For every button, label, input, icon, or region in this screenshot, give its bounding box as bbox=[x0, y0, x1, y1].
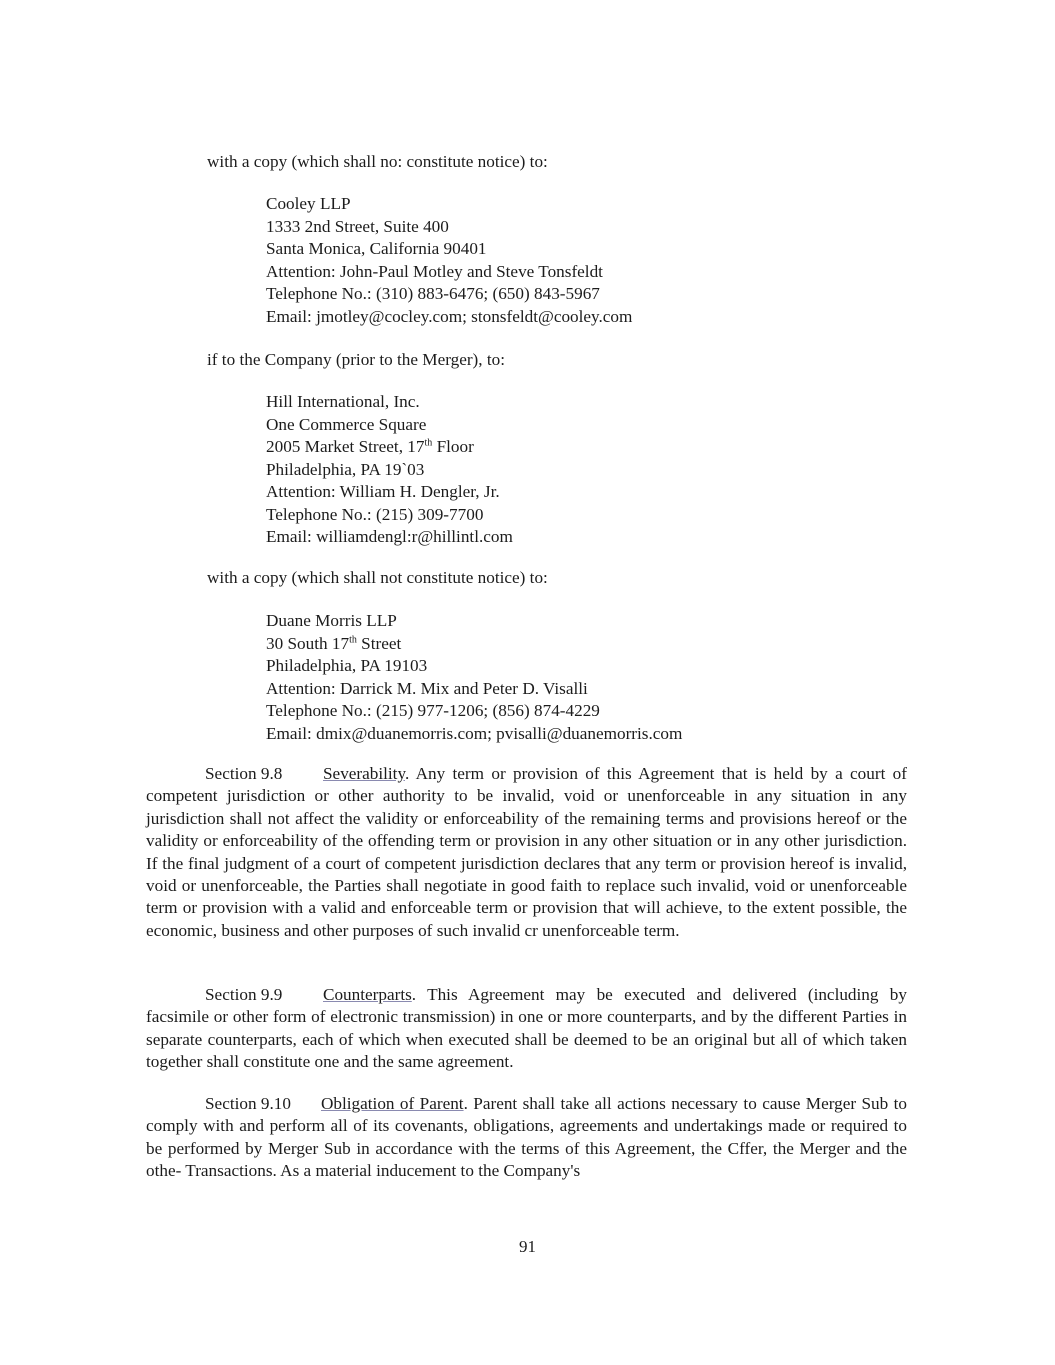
section-title: Severability bbox=[323, 764, 405, 783]
section-number: Section 9.8 bbox=[205, 764, 283, 783]
section-number: Section 9.9 bbox=[205, 985, 283, 1004]
page-number: 91 bbox=[519, 1237, 536, 1256]
address-attention: Attention: William H. Dengler, Jr. bbox=[266, 482, 500, 501]
section-number: Section 9.10 bbox=[205, 1094, 291, 1113]
section-body: . Any term or provision of this Agreement that is held by a court of competent jurisdiction or other authority to be invalid, void or unenforceable in any situation in any jurisdiction shall not affect the validity or enforceability of the remaining terms and provisions hereof or the validity or enforceability of the offending term or provision in any other situation or in any other jurisdiction. If the final judgment of a court of competent jurisdiction declares that any term or provision hereof is invalid, void or unenforceable, the Parties shall negotiate in good faith to replace such invalid, void or unenforceable term or provision with a valid and enforceable term or provision that will achieve, to the extent possible, the economic, business and other purposes of such invalid cr unenforceable term. bbox=[146, 764, 907, 940]
address-block-hill bbox=[266, 391, 513, 549]
section-title: Obligation of Parent bbox=[321, 1094, 464, 1113]
address-building: One Commerce Square bbox=[266, 414, 427, 434]
notice-company-intro: if to the Company (prior to the Merger), to: bbox=[207, 350, 506, 369]
address-city: Santa Monica, California 90401 bbox=[266, 239, 487, 258]
address-street: 30 South 17th Street bbox=[266, 633, 402, 653]
address-email: Email: dmix@duanemorris.com; pvisalli@duanemorris.com bbox=[266, 723, 683, 743]
section-9-8-severability bbox=[146, 763, 907, 942]
notice-copy-intro-2: with a copy (which shall not constitute notice) to: bbox=[207, 568, 548, 587]
address-city: Philadelphia, PA 19103 bbox=[266, 656, 428, 675]
section-title: Counterparts bbox=[323, 985, 412, 1004]
address-block-cooley bbox=[266, 193, 632, 328]
address-attention: Attention: Darrick M. Mix and Peter D. Visalli bbox=[266, 678, 588, 698]
address-street: 2005 Market Street, 17th Floor bbox=[266, 437, 474, 456]
address-attention: Attention: John-Paul Motley and Steve Tonsfeldt bbox=[266, 261, 603, 281]
address-telephone: Telephone No.: (310) 883-6476; (650) 843-5967 bbox=[266, 284, 600, 303]
address-email: Email: williamdengl:r@hillintl.com bbox=[266, 527, 513, 546]
address-city: Philadelphia, PA 19`03 bbox=[266, 459, 425, 479]
address-name: Duane Morris LLP bbox=[266, 611, 397, 630]
section-9-9-counterparts bbox=[146, 984, 907, 1074]
section-body: . Parent shall take all actions necessary to cause Merger Sub to comply with and perform all of its covenants, obligations, agreements and undertakings made or required to be performed by Merger Sub in accordance with the terms of this Agreement, the Cffer, the Merger and the othe- Transactions. As a material inducement to the Company's bbox=[146, 1094, 907, 1181]
notice-copy-intro-1: with a copy (which shall no: constitute notice) to: bbox=[207, 152, 548, 171]
section-9-10-obligation-of-parent bbox=[146, 1093, 907, 1183]
address-block-duane bbox=[266, 610, 682, 745]
section-body: . This Agreement may be executed and delivered (including by facsimile or other form of electronic transmission) in one or more counterparts, and by the different Parties in separate counterparts, each of which when executed shall be deemed to be an original but all of which taken together shall constitute one and the same agreement. bbox=[146, 985, 907, 1072]
address-email: Email: jmotley@cocley.com; stonsfeldt@cooley.com bbox=[266, 306, 633, 326]
address-street: 1333 2nd Street, Suite 400 bbox=[266, 216, 449, 236]
address-name: Cooley LLP bbox=[266, 194, 351, 213]
address-telephone: Telephone No.: (215) 309-7700 bbox=[266, 504, 484, 524]
address-telephone: Telephone No.: (215) 977-1206; (856) 874-4229 bbox=[266, 701, 600, 720]
address-name: Hill International, Inc. bbox=[266, 392, 420, 411]
